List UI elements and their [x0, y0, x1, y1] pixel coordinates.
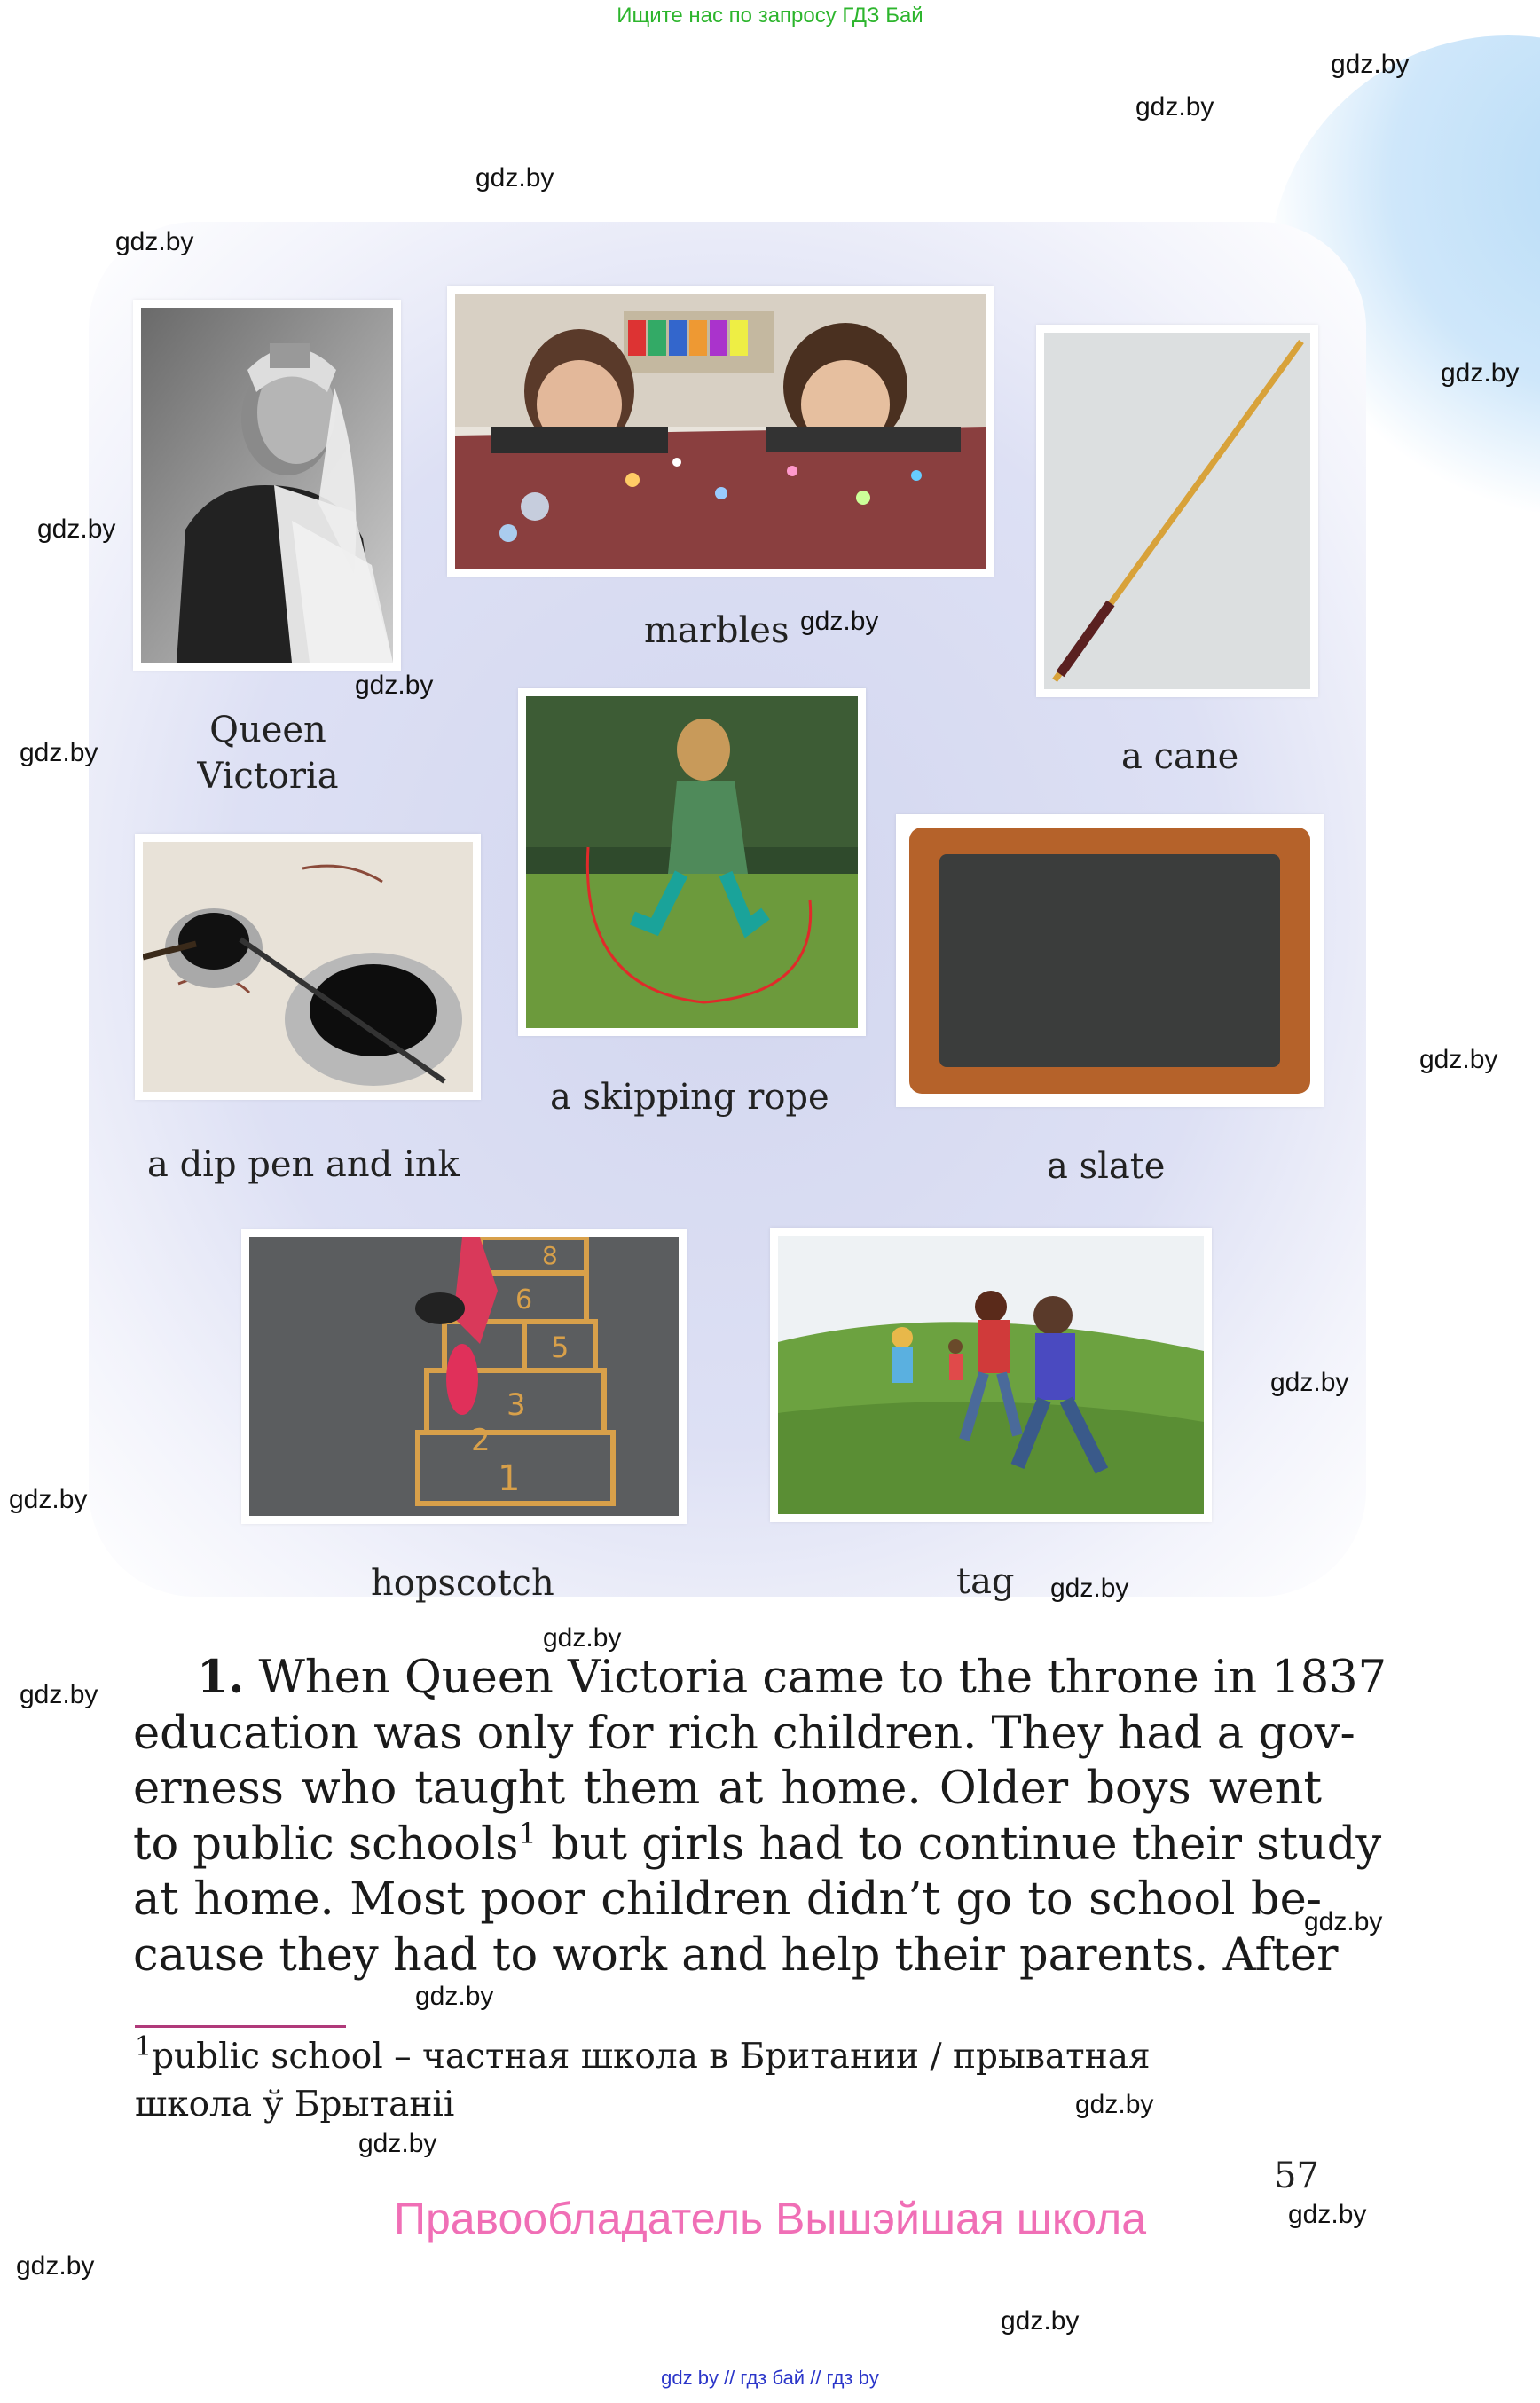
- hopscotch-number: 5: [551, 1331, 570, 1364]
- footnote-reference[interactable]: 1: [518, 1816, 537, 1850]
- slate-photo: [896, 814, 1324, 1107]
- footnote-line: [135, 2033, 1324, 2081]
- marbles-photo: [447, 286, 994, 577]
- watermark: gdz.by: [1419, 1045, 1498, 1074]
- paragraph-line: education was only for rich children. They had a gov-: [133, 1707, 1355, 1760]
- watermark: gdz.by: [1288, 2200, 1367, 2229]
- footnote-line: школа ў Брытаніі: [135, 2085, 455, 2124]
- queen-victoria-caption-line1: Queen: [209, 710, 326, 750]
- paragraph-line: at home. Most poor children didn’t go to school be-: [133, 1873, 1322, 1926]
- page-number: 57: [1274, 2156, 1319, 2196]
- watermark: gdz.by: [1135, 92, 1214, 122]
- skipping-rope-photo: [518, 688, 866, 1036]
- watermark: gdz.by: [115, 227, 194, 256]
- skipping-rope-caption: a skipping rope: [550, 1077, 829, 1118]
- cane-caption: a cane: [1121, 736, 1239, 777]
- watermark: gdz.by: [20, 1680, 98, 1709]
- paragraph-line: erness who taught them at home. Older boys went: [133, 1763, 1322, 1815]
- queen-victoria-caption-line2: Victoria: [197, 756, 339, 797]
- watermark: gdz.by: [1075, 2090, 1154, 2119]
- watermark: gdz.by: [1441, 358, 1520, 388]
- paragraph-line: cause they had to work and help their parents. After: [133, 1928, 1339, 1982]
- paragraph-line: [133, 1816, 1382, 1873]
- footnote: [135, 2033, 1324, 2129]
- footnote-text: public school – частная школа в Британии / прыватная: [152, 2037, 1151, 2077]
- watermark: gdz.by: [16, 2251, 95, 2281]
- watermark: gdz.by: [475, 163, 554, 192]
- watermark: gdz.by: [800, 607, 879, 636]
- queen-victoria-photo: [133, 300, 401, 671]
- marbles-caption: marbles: [644, 610, 790, 651]
- watermark: gdz.by: [543, 1623, 622, 1653]
- watermark: gdz.by: [37, 514, 116, 544]
- hopscotch-number: 2: [471, 1423, 491, 1458]
- hopscotch-number: 6: [515, 1284, 533, 1315]
- hopscotch-number: 1: [498, 1458, 521, 1499]
- footnote-divider: [135, 2025, 346, 2028]
- paragraph-line-text: When Queen Victoria came to the throne in 1837: [258, 1652, 1387, 1704]
- paragraph-line-text: but girls had to continue their study: [551, 1818, 1382, 1871]
- hopscotch-caption: hopscotch: [371, 1563, 554, 1604]
- watermark: gdz.by: [358, 2129, 437, 2158]
- paragraph-line-text: to public schools: [133, 1818, 519, 1871]
- watermark: gdz.by: [355, 671, 434, 700]
- watermark: gdz.by: [20, 738, 98, 767]
- dip-pen-photo: [135, 834, 481, 1100]
- hopscotch-photo: [241, 1229, 687, 1524]
- exercise-number: 1.: [197, 1651, 245, 1704]
- tag-photo: [770, 1228, 1212, 1522]
- hopscotch-number: 8: [542, 1241, 558, 1270]
- dip-pen-caption: a dip pen and ink: [147, 1144, 460, 1185]
- tag-caption: tag: [956, 1561, 1015, 1602]
- watermark: gdz.by: [1331, 50, 1410, 79]
- watermark: gdz.by: [9, 1485, 88, 1514]
- footnote-marker: 1: [135, 2031, 153, 2062]
- hopscotch-number: 3: [507, 1387, 526, 1423]
- watermark: gdz.by: [1001, 2306, 1080, 2336]
- watermark: gdz.by: [1270, 1368, 1349, 1397]
- watermark: gdz.by: [1304, 1907, 1383, 1936]
- watermark: gdz.by: [1050, 1574, 1129, 1603]
- rights-holder: Правообладатель Вышэйшая школа: [394, 2194, 1146, 2243]
- watermark: gdz.by: [415, 1982, 494, 2011]
- bottom-links[interactable]: gdz by // гдз бай // гдз by: [661, 2367, 879, 2389]
- cane-photo: [1036, 325, 1318, 697]
- paragraph-line: [133, 1650, 1387, 1707]
- header-note[interactable]: Ищите нас по запросу ГДЗ Бай: [617, 4, 923, 27]
- slate-caption: a slate: [1047, 1146, 1166, 1187]
